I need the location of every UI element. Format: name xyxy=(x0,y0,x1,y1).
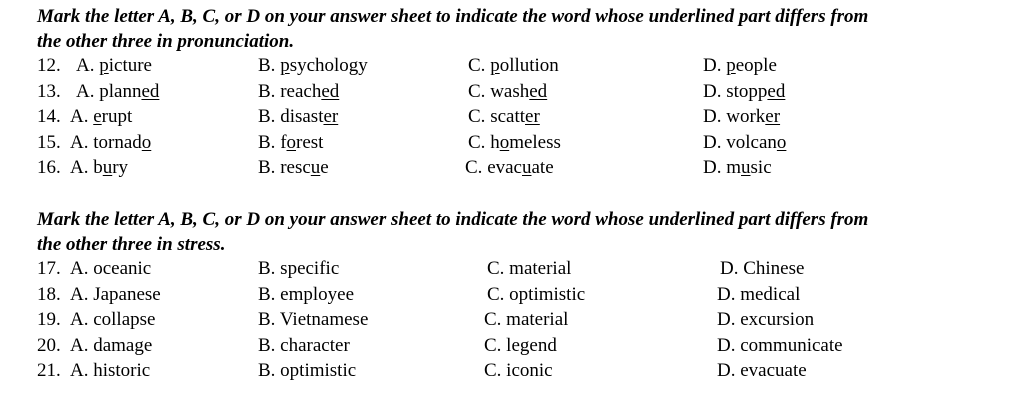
answer-option: A. historic xyxy=(70,360,151,381)
question-number: 16. xyxy=(37,157,61,178)
answer-option: C. legend xyxy=(484,335,557,356)
answer-option xyxy=(70,130,151,156)
word-part: eople xyxy=(735,55,777,76)
option-letter: B. xyxy=(258,132,281,153)
question-row xyxy=(0,333,1024,359)
answer-option: D. medical xyxy=(717,284,801,305)
answer-option xyxy=(76,53,152,79)
word-part: rest xyxy=(296,132,324,153)
section2-instruction-line2: the other three in stress. xyxy=(37,234,226,255)
answer-option: B. specific xyxy=(258,258,340,279)
word-part: evac xyxy=(487,157,522,178)
word-part: e xyxy=(320,157,329,178)
option-letter: C. xyxy=(468,81,491,102)
question-number: 19. xyxy=(37,309,61,330)
question-number: 20. xyxy=(37,335,61,356)
underlined-part: o xyxy=(141,132,152,153)
option-letter: D. xyxy=(703,157,727,178)
answer-option xyxy=(258,155,329,181)
underlined-part: er xyxy=(765,106,781,127)
word-part: reach xyxy=(280,81,322,102)
section2-instruction xyxy=(37,207,1017,257)
answer-option xyxy=(76,79,159,105)
word-part: stopp xyxy=(726,81,768,102)
answer-option xyxy=(703,130,786,156)
answer-option: C. material xyxy=(484,309,569,330)
question-row xyxy=(0,53,1024,79)
section1-instruction-line2: the other three in pronunciation. xyxy=(37,31,295,52)
option-letter: A. xyxy=(76,55,100,76)
answer-option: C. iconic xyxy=(484,360,553,381)
question-row xyxy=(0,79,1024,105)
option-letter: B. xyxy=(258,81,281,102)
section2-instruction-line1: Mark the letter A, B, C, or D on your answer sheet to indicate the word whose underlined part differs from xyxy=(37,209,869,230)
underlined-part: ed xyxy=(141,81,160,102)
answer-option: B. character xyxy=(258,335,350,356)
option-letter: A. xyxy=(70,157,94,178)
underlined-part: ed xyxy=(767,81,786,102)
underlined-part: o xyxy=(499,132,510,153)
word-part: scatt xyxy=(490,106,526,127)
underlined-part: ed xyxy=(529,81,548,102)
answer-option xyxy=(703,53,777,79)
answer-option xyxy=(258,130,323,156)
option-letter: C. xyxy=(465,157,488,178)
option-letter: B. xyxy=(258,157,281,178)
underlined-part: u xyxy=(102,157,113,178)
answer-option xyxy=(468,79,547,105)
option-letter: A. xyxy=(70,106,94,127)
answer-option xyxy=(468,104,540,130)
word-part: ate xyxy=(531,157,554,178)
underlined-part: er xyxy=(525,106,540,127)
answer-option xyxy=(70,155,128,181)
word-part: meless xyxy=(509,132,561,153)
answer-option: A. damage xyxy=(70,335,153,356)
word-part: m xyxy=(726,157,742,178)
word-part: wash xyxy=(490,81,530,102)
question-number: 14. xyxy=(37,106,61,127)
option-letter: B. xyxy=(258,55,281,76)
question-number: 15. xyxy=(37,132,61,153)
answer-option: A. collapse xyxy=(70,309,156,330)
question-row xyxy=(0,130,1024,156)
underlined-part: p xyxy=(99,55,109,76)
underlined-part: p xyxy=(280,55,290,76)
underlined-part: e xyxy=(93,106,102,127)
question-row xyxy=(0,307,1024,333)
word-part: plann xyxy=(99,81,142,102)
answer-option xyxy=(465,155,554,181)
underlined-part: ed xyxy=(321,81,340,102)
underlined-part: o xyxy=(776,132,787,153)
word-part: ry xyxy=(112,157,129,178)
word-part: b xyxy=(93,157,103,178)
word-part: f xyxy=(280,132,287,153)
word-part: disast xyxy=(280,106,324,127)
word-part: resc xyxy=(280,157,311,178)
word-part: icture xyxy=(108,55,152,76)
answer-option xyxy=(703,104,780,130)
section1-instruction-line1: Mark the letter A, B, C, or D on your answer sheet to indicate the word whose underlined part differs from xyxy=(37,6,869,27)
word-part: tornad xyxy=(93,132,142,153)
answer-option xyxy=(70,104,132,130)
answer-option: C. material xyxy=(487,258,572,279)
answer-option xyxy=(468,130,561,156)
word-part: sychology xyxy=(289,55,368,76)
answer-option: C. optimistic xyxy=(487,284,586,305)
option-letter: D. xyxy=(703,106,727,127)
underlined-part: u xyxy=(310,157,321,178)
answer-option: A. oceanic xyxy=(70,258,152,279)
question-row xyxy=(0,155,1024,181)
option-letter: D. xyxy=(703,132,727,153)
word-part: ollution xyxy=(499,55,559,76)
answer-option: D. Chinese xyxy=(720,258,805,279)
underlined-part: p xyxy=(726,55,736,76)
underlined-part: u xyxy=(741,157,751,178)
option-letter: A. xyxy=(76,81,100,102)
option-letter: D. xyxy=(703,81,727,102)
question-row xyxy=(0,104,1024,130)
word-part: rupt xyxy=(101,106,133,127)
section1-instruction xyxy=(37,4,1017,54)
word-part: sic xyxy=(750,157,772,178)
option-letter: C. xyxy=(468,106,491,127)
answer-option: B. Vietnamese xyxy=(258,309,369,330)
answer-option xyxy=(258,104,338,130)
option-letter: C. xyxy=(468,55,491,76)
word-part: h xyxy=(490,132,500,153)
option-letter: A. xyxy=(70,132,94,153)
answer-option: B. optimistic xyxy=(258,360,357,381)
answer-option: D. communicate xyxy=(717,335,843,356)
answer-option xyxy=(703,79,785,105)
option-letter: D. xyxy=(703,55,727,76)
answer-option xyxy=(258,53,368,79)
option-letter: C. xyxy=(468,132,491,153)
answer-option: B. employee xyxy=(258,284,355,305)
answer-option: A. Japanese xyxy=(70,284,161,305)
word-part: work xyxy=(726,106,766,127)
question-row xyxy=(0,256,1024,282)
question-number: 13. xyxy=(37,81,61,102)
answer-option: D. evacuate xyxy=(717,360,807,381)
question-number: 17. xyxy=(37,258,61,279)
answer-option xyxy=(703,155,772,181)
underlined-part: o xyxy=(286,132,297,153)
underlined-part: p xyxy=(490,55,500,76)
question-number: 18. xyxy=(37,284,61,305)
question-number: 12. xyxy=(37,55,61,76)
answer-option xyxy=(258,79,339,105)
answer-option: D. excursion xyxy=(717,309,815,330)
underlined-part: u xyxy=(522,157,532,178)
question-row xyxy=(0,282,1024,308)
answer-option xyxy=(468,53,559,79)
word-part: volcan xyxy=(726,132,777,153)
option-letter: B. xyxy=(258,106,281,127)
underlined-part: er xyxy=(323,106,339,127)
question-number: 21. xyxy=(37,360,61,381)
question-row xyxy=(0,358,1024,384)
